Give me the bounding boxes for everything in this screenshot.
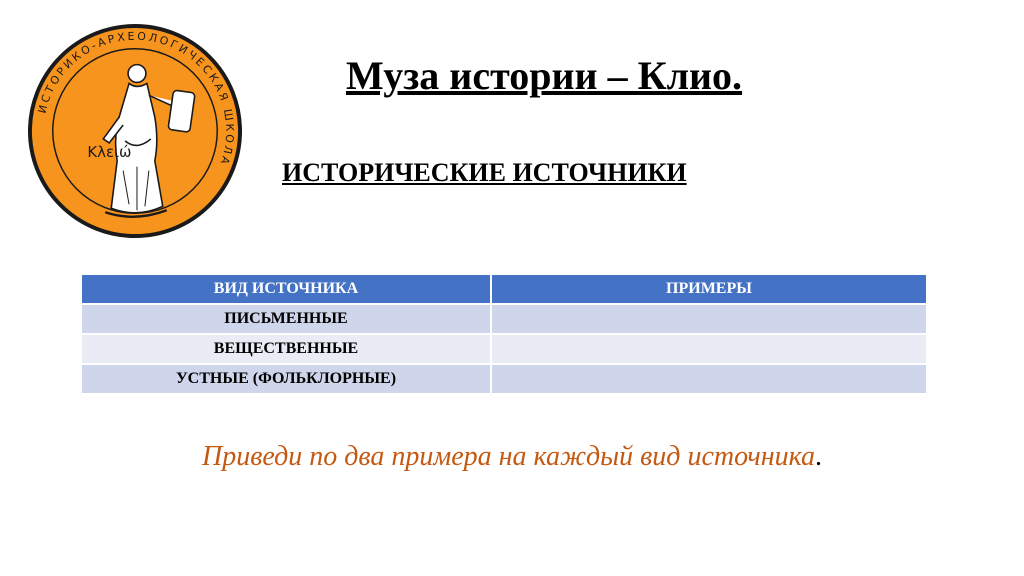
sources-table bbox=[82, 275, 928, 395]
cell-source-type: ВЕЩЕСТВЕННЫЕ bbox=[82, 334, 491, 364]
logo-ring-text: ИСТОРИКО-АРХЕОЛОГИЧЕСКАЯ ШКОЛА bbox=[35, 29, 237, 169]
header-examples: ПРИМЕРЫ bbox=[491, 275, 927, 304]
cell-source-type: ПИСЬМЕННЫЕ bbox=[82, 304, 491, 334]
task-end: . bbox=[815, 441, 823, 472]
page-title: Муза истории – Клио. bbox=[346, 53, 743, 98]
header-source-type: ВИД ИСТОЧНИКА bbox=[82, 275, 491, 304]
logo-greek-name: Κλειώ bbox=[87, 142, 132, 161]
task-instruction bbox=[0, 441, 1024, 473]
table-header-row bbox=[82, 275, 927, 304]
table-row bbox=[82, 334, 927, 364]
cell-source-type: УСТНЫЕ (ФОЛЬКЛОРНЫЕ) bbox=[82, 364, 491, 394]
cell-examples bbox=[491, 304, 927, 334]
table-row bbox=[82, 364, 927, 394]
table-row bbox=[82, 304, 927, 334]
page-subtitle: ИСТОРИЧЕСКИЕ ИСТОЧНИКИ bbox=[282, 158, 687, 187]
clio-logo bbox=[26, 22, 244, 240]
cell-examples bbox=[491, 334, 927, 364]
task-text: Приведи по два примера на каждый вид источника bbox=[201, 441, 816, 472]
cell-examples bbox=[491, 364, 927, 394]
